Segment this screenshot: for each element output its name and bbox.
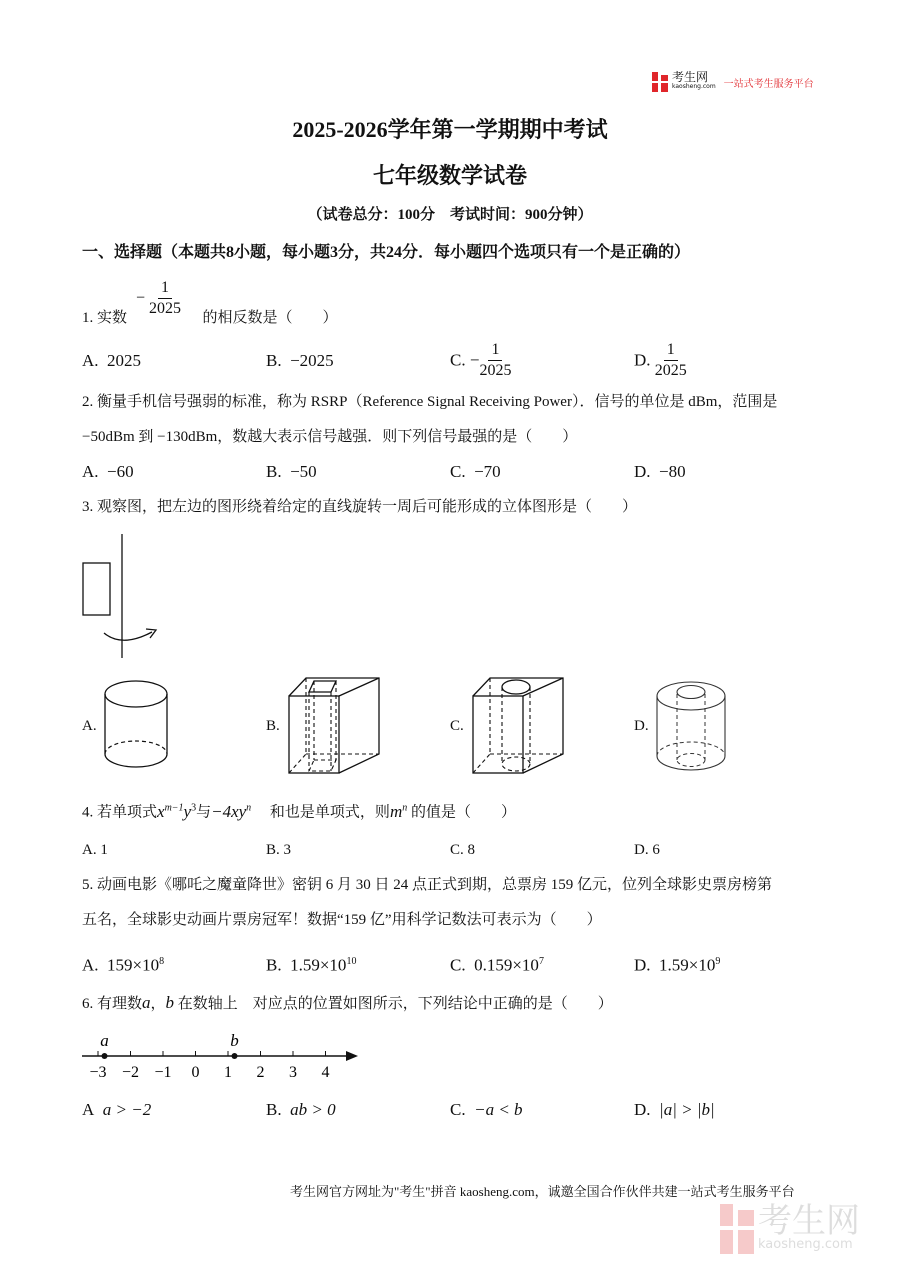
- q4-option-d[interactable]: D. 6: [634, 842, 660, 858]
- question-4: 4. 若单项式$x^{m-1}y^3$与$-4xy^n$ 和也是单项式，则$m^n$ 的值是（ ）: [82, 801, 516, 821]
- exam-info: （试卷总分：100分 考试时间：900分钟）: [307, 207, 593, 223]
- q2-line-1: 2. 衡量手机信号强弱的标准，称为 RSRP（Reference Signal Receiving Power）．信号的单位是 dBm，范围是: [82, 394, 778, 410]
- logo: [652, 72, 814, 92]
- q5-line-2: 五名，全球影史动画片票房冠军！数据“159 亿”用科学记数法可表示为（ ）: [82, 912, 602, 928]
- q1-text-end: 的相反数是（ ）: [202, 310, 338, 326]
- q6-option-a[interactable]: A a > −2: [82, 1100, 152, 1119]
- q6-option-d[interactable]: D. |a| > |b|: [634, 1100, 715, 1119]
- section-heading: 一、选择题（本题共8小题，每小题3分，共24分．每小题四个选项只有一个是正确的）: [82, 244, 691, 261]
- exam-subtitle: 七年级数学试卷: [372, 163, 527, 188]
- number-line: [78, 1026, 368, 1082]
- q6-option-b[interactable]: B. ab > 0: [266, 1100, 336, 1119]
- q3-option-b-label[interactable]: B.: [266, 718, 280, 734]
- q5-line-1: 5. 动画电影《哪吒之魔童降世》密钥 6 月 30 日 24 点正式到期，总票房 159 亿元，位列全球影史票房榜第: [82, 877, 773, 893]
- q4-option-c[interactable]: C. 8: [450, 842, 476, 858]
- axis-tick-label: 0: [191, 1064, 200, 1081]
- axis-tick-label: 2: [256, 1064, 265, 1081]
- point-b: [232, 1053, 238, 1059]
- axis-tick-label: −2: [121, 1064, 140, 1081]
- numerator: 1: [158, 278, 172, 299]
- logo-slogan: 一站式考生服务平台: [723, 78, 814, 90]
- axis-tick-label: 4: [321, 1064, 330, 1081]
- logo-domain: kaosheng.com: [672, 83, 716, 90]
- q3-option-d-label[interactable]: D.: [634, 718, 649, 734]
- q1-text: 1. 实数: [82, 310, 128, 326]
- denominator: 2025: [149, 300, 182, 317]
- q3-option-d-hollow-cylinder[interactable]: [654, 680, 728, 776]
- q3-text: 3. 观察图，把左边的图形绕着给定的直线旋转一周后可能形成的立体图形是（ ）: [82, 499, 638, 515]
- point-a: [102, 1053, 108, 1059]
- q1-option-d[interactable]: D. $\frac{1}{2025}$: [634, 341, 687, 379]
- q5-option-a[interactable]: A. $159\times 10^8$: [82, 955, 165, 975]
- q2-line-2: −50dBm 到 −130dBm，数越大表示信号越强．则下列信号最强的是（ ）: [82, 429, 578, 445]
- q3-option-a-cylinder[interactable]: [102, 678, 172, 774]
- q3-option-c-label[interactable]: C.: [450, 718, 464, 734]
- logo-mark-icon: [652, 72, 668, 92]
- axis-tick-label: 3: [289, 1064, 297, 1081]
- point-label-a: a: [100, 1031, 109, 1050]
- axis-tick-label: −3: [89, 1064, 107, 1081]
- q3-option-b-box-square-hole[interactable]: [286, 676, 382, 776]
- q4-option-b[interactable]: B. 3: [266, 842, 292, 858]
- axis-tick-label: −1: [154, 1064, 172, 1081]
- rotation-figure: [76, 530, 166, 662]
- q5-option-c[interactable]: C. $0.159\times 10^7$: [450, 955, 544, 975]
- q2-option-c[interactable]: C. −70: [450, 462, 501, 481]
- q2-option-a[interactable]: A. −60: [82, 462, 134, 481]
- question-6: 6. 有理数a，b 在数轴上 对应点的位置如图所示，下列结论中正确的是（ ）: [82, 993, 613, 1012]
- q1-option-c[interactable]: C. − $\frac{1}{2025}$: [450, 341, 512, 379]
- question-1: [82, 308, 338, 328]
- minus-sign: −: [136, 289, 146, 307]
- q3-option-a-label[interactable]: A.: [82, 718, 97, 734]
- q2-option-b[interactable]: B. −50: [266, 462, 317, 481]
- footer-text: 考生网官方网址为"考生"拼音 kaosheng.com，诚邀全国合作伙伴共建一站式考生服务平台: [290, 1184, 795, 1199]
- q2-option-d[interactable]: D. −80: [634, 462, 686, 481]
- q4-option-a[interactable]: A. 1: [82, 842, 108, 858]
- q5-option-b[interactable]: B. $1.59\times 10^{10}$: [266, 955, 357, 975]
- axis-arrow-icon: [346, 1051, 358, 1061]
- logo-name: 考生网: [672, 70, 709, 84]
- q1-fraction: [136, 278, 181, 319]
- q1-option-a[interactable]: A. 2025: [82, 351, 142, 370]
- exam-title: 2025-2026学年第一学期期中考试: [292, 117, 608, 142]
- q1-option-b[interactable]: B. −2025: [266, 351, 334, 370]
- axis-tick-label: 1: [224, 1064, 232, 1081]
- q3-option-c-box-round-hole[interactable]: [470, 676, 566, 776]
- q5-option-d[interactable]: D. $1.59\times 10^9$: [634, 955, 721, 975]
- point-label-b: b: [230, 1031, 239, 1050]
- q6-option-c[interactable]: C. −a < b: [450, 1100, 523, 1119]
- watermark-logo: 考生网 kaosheng.com: [720, 1204, 860, 1254]
- watermark-mark-icon: [720, 1204, 754, 1254]
